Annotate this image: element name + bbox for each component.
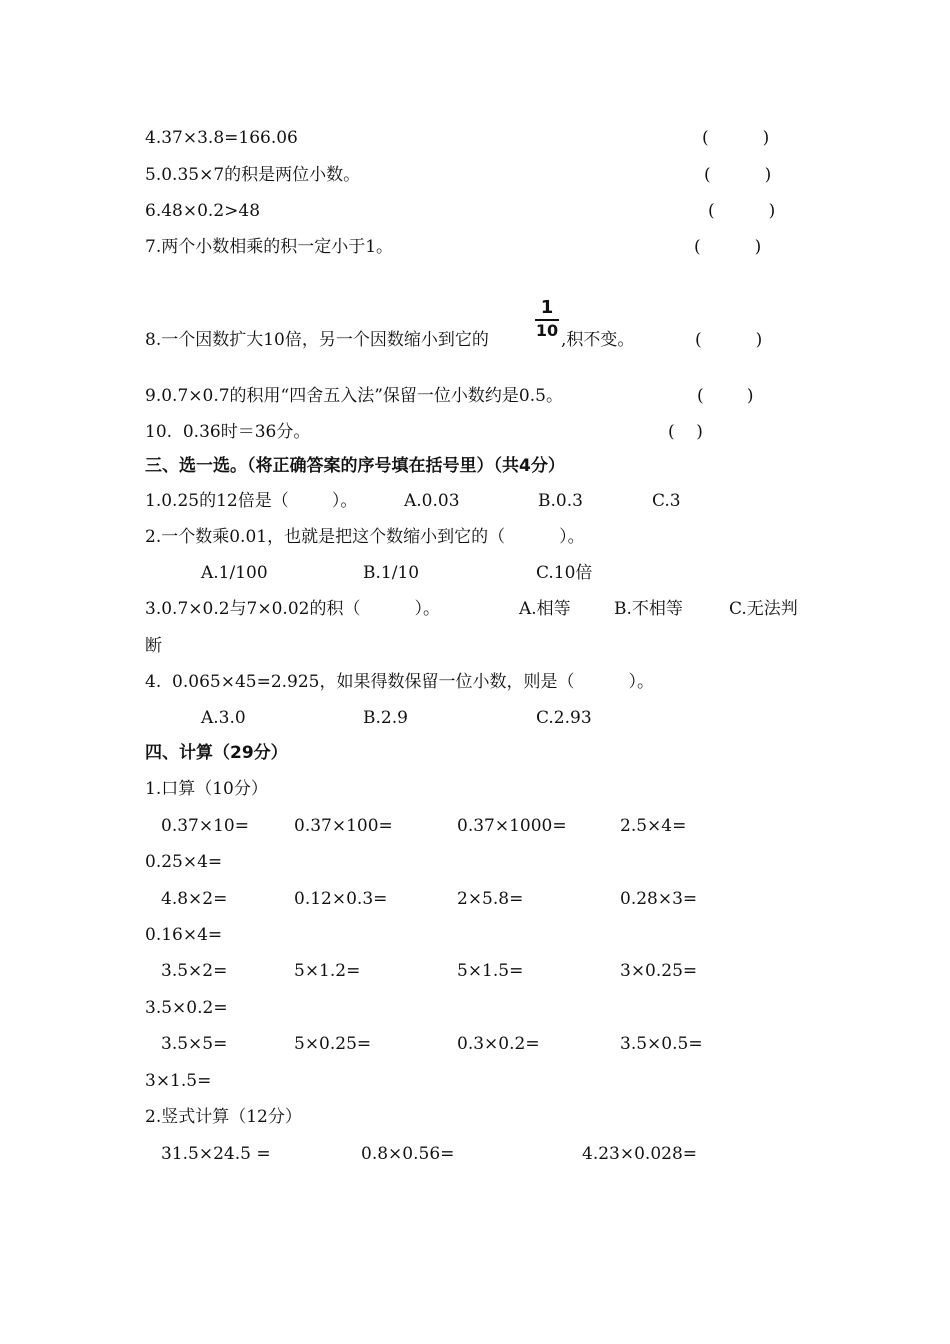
choice-q3-option-a[interactable]: A.相等 — [519, 599, 571, 619]
oral-item: 0.25×4= — [145, 852, 223, 872]
oral-item: 0.12×0.3= — [294, 889, 388, 909]
choice-q2-stem: 2.一个数乘0.01，也就是把这个数缩小到它的（ ）。 — [145, 527, 585, 547]
oral-item: 0.28×3= — [620, 889, 698, 909]
vertical-item: 4.23×0.028= — [582, 1144, 698, 1164]
judge-q5-answer-paren[interactable]: ( ) — [704, 165, 772, 185]
choice-q4-option-c[interactable]: C.2.93 — [536, 708, 592, 728]
choice-q1-stem: 1.0.25的12倍是（ ）。 — [145, 491, 358, 511]
choice-q3-option-b[interactable]: B.不相等 — [614, 599, 683, 619]
fraction-denominator: 10 — [535, 321, 559, 340]
oral-item: 0.16×4= — [145, 925, 223, 945]
oral-item: 3.5×0.5= — [620, 1034, 703, 1054]
choice-q4-option-b[interactable]: B.2.9 — [363, 708, 408, 728]
judge-q4: 4.37×3.8=166.06 — [145, 128, 298, 148]
oral-item: 3×1.5= — [145, 1071, 212, 1091]
fraction-numerator: 1 — [540, 297, 554, 318]
judge-q9-answer-paren[interactable]: ( ) — [697, 386, 754, 406]
oral-item: 5×1.5= — [457, 961, 524, 981]
judge-q7-answer-paren[interactable]: ( ) — [694, 237, 762, 257]
oral-item: 4.8×2= — [161, 889, 228, 909]
oral-item: 0.37×1000= — [457, 816, 567, 836]
oral-item: 0.3×0.2= — [457, 1034, 540, 1054]
oral-item: 0.37×100= — [294, 816, 393, 836]
vertical-calc-title: 2.竖式计算（12分） — [145, 1107, 302, 1127]
vertical-item: 31.5×24.5 = — [161, 1144, 271, 1164]
oral-item: 2.5×4= — [620, 816, 687, 836]
choice-q1-option-a[interactable]: A.0.03 — [404, 491, 460, 511]
oral-item: 3.5×0.2= — [145, 998, 228, 1018]
section3-heading: 三、选一选。（将正确答案的序号填在括号里）（共4分） — [145, 456, 565, 476]
judge-q4-answer-paren[interactable]: ( ) — [702, 128, 770, 148]
oral-item: 3×0.25= — [620, 961, 698, 981]
judge-q5: 5.0.35×7的积是两位小数。 — [145, 165, 361, 185]
choice-q2-option-c[interactable]: C.10倍 — [536, 563, 593, 583]
judge-q8-answer-paren[interactable]: ( ) — [695, 330, 763, 350]
oral-item: 5×1.2= — [294, 961, 361, 981]
choice-q4-stem: 4. 0.065×45=2.925，如果得数保留一位小数，则是（ ）。 — [145, 672, 655, 692]
section4-heading: 四、计算（29分） — [145, 743, 288, 763]
judge-q10: 10. 0.36时＝36分。 — [145, 422, 311, 442]
oral-item: 3.5×2= — [161, 961, 228, 981]
choice-q3-wrap: 断 — [145, 636, 162, 656]
choice-q2-option-a[interactable]: A.1/100 — [201, 563, 268, 583]
oral-item: 0.37×10= — [161, 816, 249, 836]
oral-item: 2×5.8= — [457, 889, 524, 909]
choice-q3-option-c[interactable]: C.无法判 — [729, 599, 798, 619]
judge-q6-answer-paren[interactable]: ( ) — [708, 201, 776, 221]
judge-q10-answer-paren[interactable]: ( ) — [668, 422, 703, 442]
judge-q7: 7.两个小数相乘的积一定小于1。 — [145, 237, 394, 257]
oral-calc-title: 1.口算（10分） — [145, 779, 268, 799]
judge-q8-before: 8.一个因数扩大10倍，另一个因数缩小到它的 — [145, 330, 489, 350]
fraction-one-tenth — [535, 298, 559, 340]
judge-q6: 6.48×0.2>48 — [145, 201, 261, 221]
vertical-item: 0.8×0.56= — [361, 1144, 455, 1164]
judge-q8-after: ,积不变。 — [561, 330, 635, 350]
oral-item: 3.5×5= — [161, 1034, 228, 1054]
choice-q3-stem: 3.0.7×0.2与7×0.02的积（ ）。 — [145, 599, 440, 619]
choice-q2-option-b[interactable]: B.1/10 — [363, 563, 420, 583]
oral-item: 5×0.25= — [294, 1034, 372, 1054]
choice-q4-option-a[interactable]: A.3.0 — [201, 708, 246, 728]
judge-q9: 9.0.7×0.7的积用“四舍五入法”保留一位小数约是0.5。 — [145, 386, 563, 406]
choice-q1-option-c[interactable]: C.3 — [652, 491, 681, 511]
choice-q1-option-b[interactable]: B.0.3 — [538, 491, 583, 511]
